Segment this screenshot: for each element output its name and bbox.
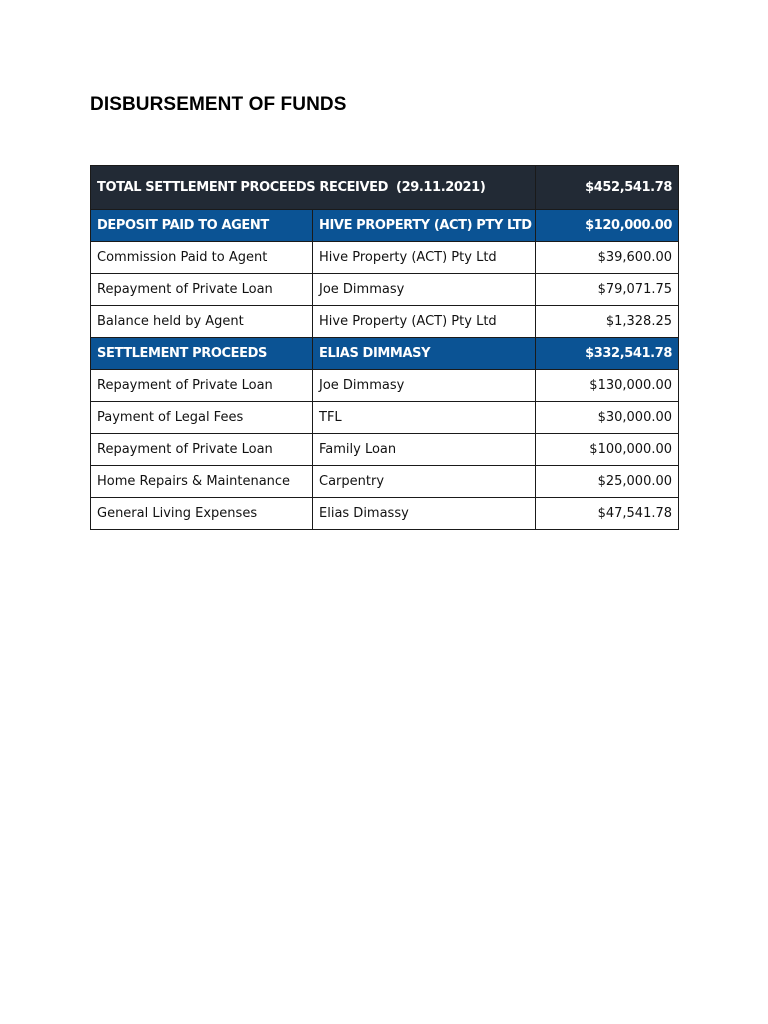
table-row [91, 434, 679, 466]
item-amount: $1,328.25 [536, 306, 679, 338]
item-description: Repayment of Private Loan [91, 434, 313, 466]
section-header-row-deposit [91, 210, 679, 242]
item-amount: $47,541.78 [536, 498, 679, 530]
item-description: Payment of Legal Fees [91, 402, 313, 434]
section-amount: $332,541.78 [536, 338, 679, 370]
document-title: DISBURSEMENT OF FUNDS [90, 94, 347, 115]
table-row [91, 370, 679, 402]
item-amount: $30,000.00 [536, 402, 679, 434]
section-heading: DEPOSIT PAID TO AGENT [91, 210, 313, 242]
section-heading: SETTLEMENT PROCEEDS [91, 338, 313, 370]
table-row [91, 466, 679, 498]
item-amount: $79,071.75 [536, 274, 679, 306]
item-payee: Hive Property (ACT) Pty Ltd [313, 306, 536, 338]
total-proceeds-amount: $452,541.78 [536, 166, 679, 210]
item-description: Balance held by Agent [91, 306, 313, 338]
section-payee: HIVE PROPERTY (ACT) PTY LTD [313, 210, 536, 242]
item-amount: $130,000.00 [536, 370, 679, 402]
item-description: General Living Expenses [91, 498, 313, 530]
disbursement-table [90, 165, 679, 530]
item-description: Repayment of Private Loan [91, 274, 313, 306]
section-amount: $120,000.00 [536, 210, 679, 242]
table-row [91, 242, 679, 274]
item-amount: $25,000.00 [536, 466, 679, 498]
item-description: Repayment of Private Loan [91, 370, 313, 402]
item-payee: Joe Dimmasy [313, 274, 536, 306]
total-proceeds-label-cell [91, 166, 536, 210]
item-payee: TFL [313, 402, 536, 434]
item-payee: Carpentry [313, 466, 536, 498]
item-payee: Joe Dimmasy [313, 370, 536, 402]
table-row [91, 498, 679, 530]
item-payee: Family Loan [313, 434, 536, 466]
item-payee: Hive Property (ACT) Pty Ltd [313, 242, 536, 274]
section-header-row-settlement [91, 338, 679, 370]
item-payee: Elias Dimassy [313, 498, 536, 530]
total-proceeds-date: (29.11.2021) [396, 180, 486, 195]
section-payee: ELIAS DIMMASY [313, 338, 536, 370]
table-row [91, 274, 679, 306]
item-description: Home Repairs & Maintenance [91, 466, 313, 498]
item-amount: $39,600.00 [536, 242, 679, 274]
item-amount: $100,000.00 [536, 434, 679, 466]
item-description: Commission Paid to Agent [91, 242, 313, 274]
total-proceeds-row [91, 166, 679, 210]
table-row [91, 402, 679, 434]
total-proceeds-label: TOTAL SETTLEMENT PROCEEDS RECEIVED [97, 180, 389, 195]
table-row [91, 306, 679, 338]
